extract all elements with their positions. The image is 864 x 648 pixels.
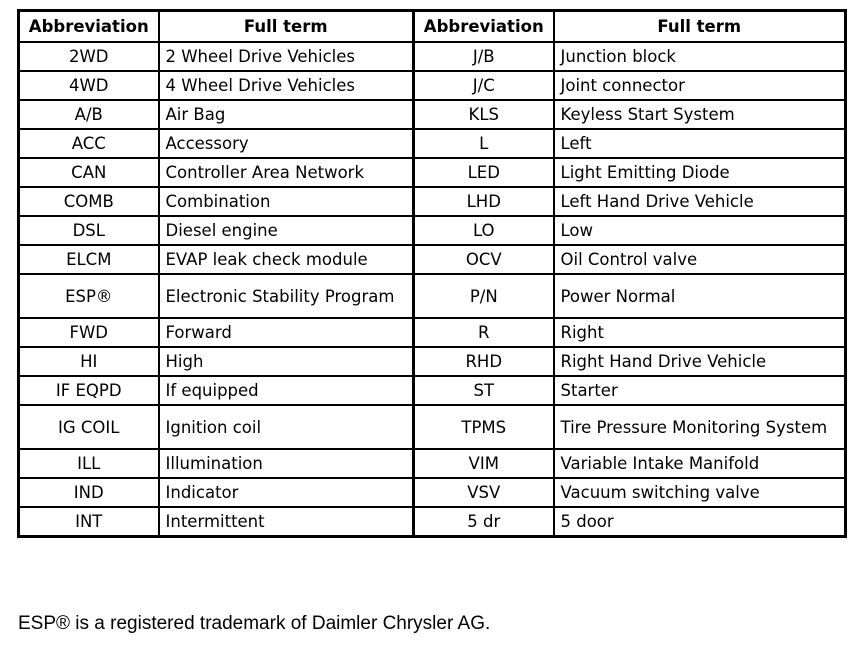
header-row: [19, 11, 846, 43]
abbreviation-cell: ILL: [19, 449, 159, 478]
full-term-cell: Low: [554, 216, 846, 245]
full-term-cell: Light Emitting Diode: [554, 158, 846, 187]
abbreviation-cell: P/N: [414, 274, 554, 318]
full-term-cell: Forward: [159, 318, 414, 347]
full-term-cell: Air Bag: [159, 100, 414, 129]
abbreviation-cell: LO: [414, 216, 554, 245]
table-row: [19, 42, 846, 71]
table-body: [19, 42, 846, 537]
abbreviation-cell: VSV: [414, 478, 554, 507]
full-term-cell: Illumination: [159, 449, 414, 478]
abbreviation-cell: ELCM: [19, 245, 159, 274]
full-term-cell: 5 door: [554, 507, 846, 537]
full-term-cell: Indicator: [159, 478, 414, 507]
full-term-cell: Tire Pressure Monitoring System: [554, 405, 846, 449]
abbreviation-cell: ACC: [19, 129, 159, 158]
table-row: [19, 71, 846, 100]
full-term-cell: Left Hand Drive Vehicle: [554, 187, 846, 216]
abbreviation-cell: IF EQPD: [19, 376, 159, 405]
full-term-cell: EVAP leak check module: [159, 245, 414, 274]
abbreviation-cell: LHD: [414, 187, 554, 216]
abbreviation-cell: OCV: [414, 245, 554, 274]
abbreviation-cell: ST: [414, 376, 554, 405]
abbreviation-cell: FWD: [19, 318, 159, 347]
full-term-cell: If equipped: [159, 376, 414, 405]
abbreviation-cell: 2WD: [19, 42, 159, 71]
full-term-cell: Left: [554, 129, 846, 158]
table-row: [19, 449, 846, 478]
abbreviation-cell: DSL: [19, 216, 159, 245]
table-row: [19, 405, 846, 449]
full-term-cell: Vacuum switching valve: [554, 478, 846, 507]
full-term-cell: Oil Control valve: [554, 245, 846, 274]
table-row: [19, 478, 846, 507]
abbreviation-cell: IG COIL: [19, 405, 159, 449]
abbreviation-cell: ESP®: [19, 274, 159, 318]
abbreviation-cell: INT: [19, 507, 159, 537]
abbreviation-table: [17, 9, 847, 538]
abbreviation-cell: LED: [414, 158, 554, 187]
header-abbreviation-right: Abbreviation: [414, 11, 554, 43]
full-term-cell: Starter: [554, 376, 846, 405]
full-term-cell: Electronic Stability Program: [159, 274, 414, 318]
full-term-cell: Diesel engine: [159, 216, 414, 245]
abbreviation-cell: R: [414, 318, 554, 347]
full-term-cell: 4 Wheel Drive Vehicles: [159, 71, 414, 100]
abbreviation-cell: J/C: [414, 71, 554, 100]
full-term-cell: Ignition coil: [159, 405, 414, 449]
table-row: [19, 507, 846, 537]
full-term-cell: Right: [554, 318, 846, 347]
header-full-term-left: Full term: [159, 11, 414, 43]
abbreviation-cell: COMB: [19, 187, 159, 216]
table-row: [19, 158, 846, 187]
abbreviation-cell: KLS: [414, 100, 554, 129]
abbreviation-cell: IND: [19, 478, 159, 507]
table-header: [19, 11, 846, 43]
full-term-cell: Joint connector: [554, 71, 846, 100]
full-term-cell: High: [159, 347, 414, 376]
abbreviation-cell: VIM: [414, 449, 554, 478]
abbreviation-cell: J/B: [414, 42, 554, 71]
table-row: [19, 274, 846, 318]
abbreviation-cell: 5 dr: [414, 507, 554, 537]
abbreviation-cell: HI: [19, 347, 159, 376]
table-row: [19, 245, 846, 274]
table-row: [19, 100, 846, 129]
full-term-cell: Combination: [159, 187, 414, 216]
abbreviation-cell: TPMS: [414, 405, 554, 449]
table-row: [19, 187, 846, 216]
table-row: [19, 216, 846, 245]
header-abbreviation-left: Abbreviation: [19, 11, 159, 43]
abbreviation-cell: A/B: [19, 100, 159, 129]
abbreviation-cell: RHD: [414, 347, 554, 376]
table-row: [19, 129, 846, 158]
full-term-cell: Intermittent: [159, 507, 414, 537]
full-term-cell: 2 Wheel Drive Vehicles: [159, 42, 414, 71]
full-term-cell: Right Hand Drive Vehicle: [554, 347, 846, 376]
full-term-cell: Variable Intake Manifold: [554, 449, 846, 478]
trademark-footnote: ESP® is a registered trademark of Daimler Chrysler AG.: [18, 613, 491, 634]
table-row: [19, 347, 846, 376]
full-term-cell: Accessory: [159, 129, 414, 158]
abbreviation-cell: CAN: [19, 158, 159, 187]
table-row: [19, 318, 846, 347]
header-full-term-right: Full term: [554, 11, 846, 43]
full-term-cell: Keyless Start System: [554, 100, 846, 129]
full-term-cell: Junction block: [554, 42, 846, 71]
full-term-cell: Power Normal: [554, 274, 846, 318]
abbreviation-cell: 4WD: [19, 71, 159, 100]
table-row: [19, 376, 846, 405]
abbreviation-cell: L: [414, 129, 554, 158]
full-term-cell: Controller Area Network: [159, 158, 414, 187]
